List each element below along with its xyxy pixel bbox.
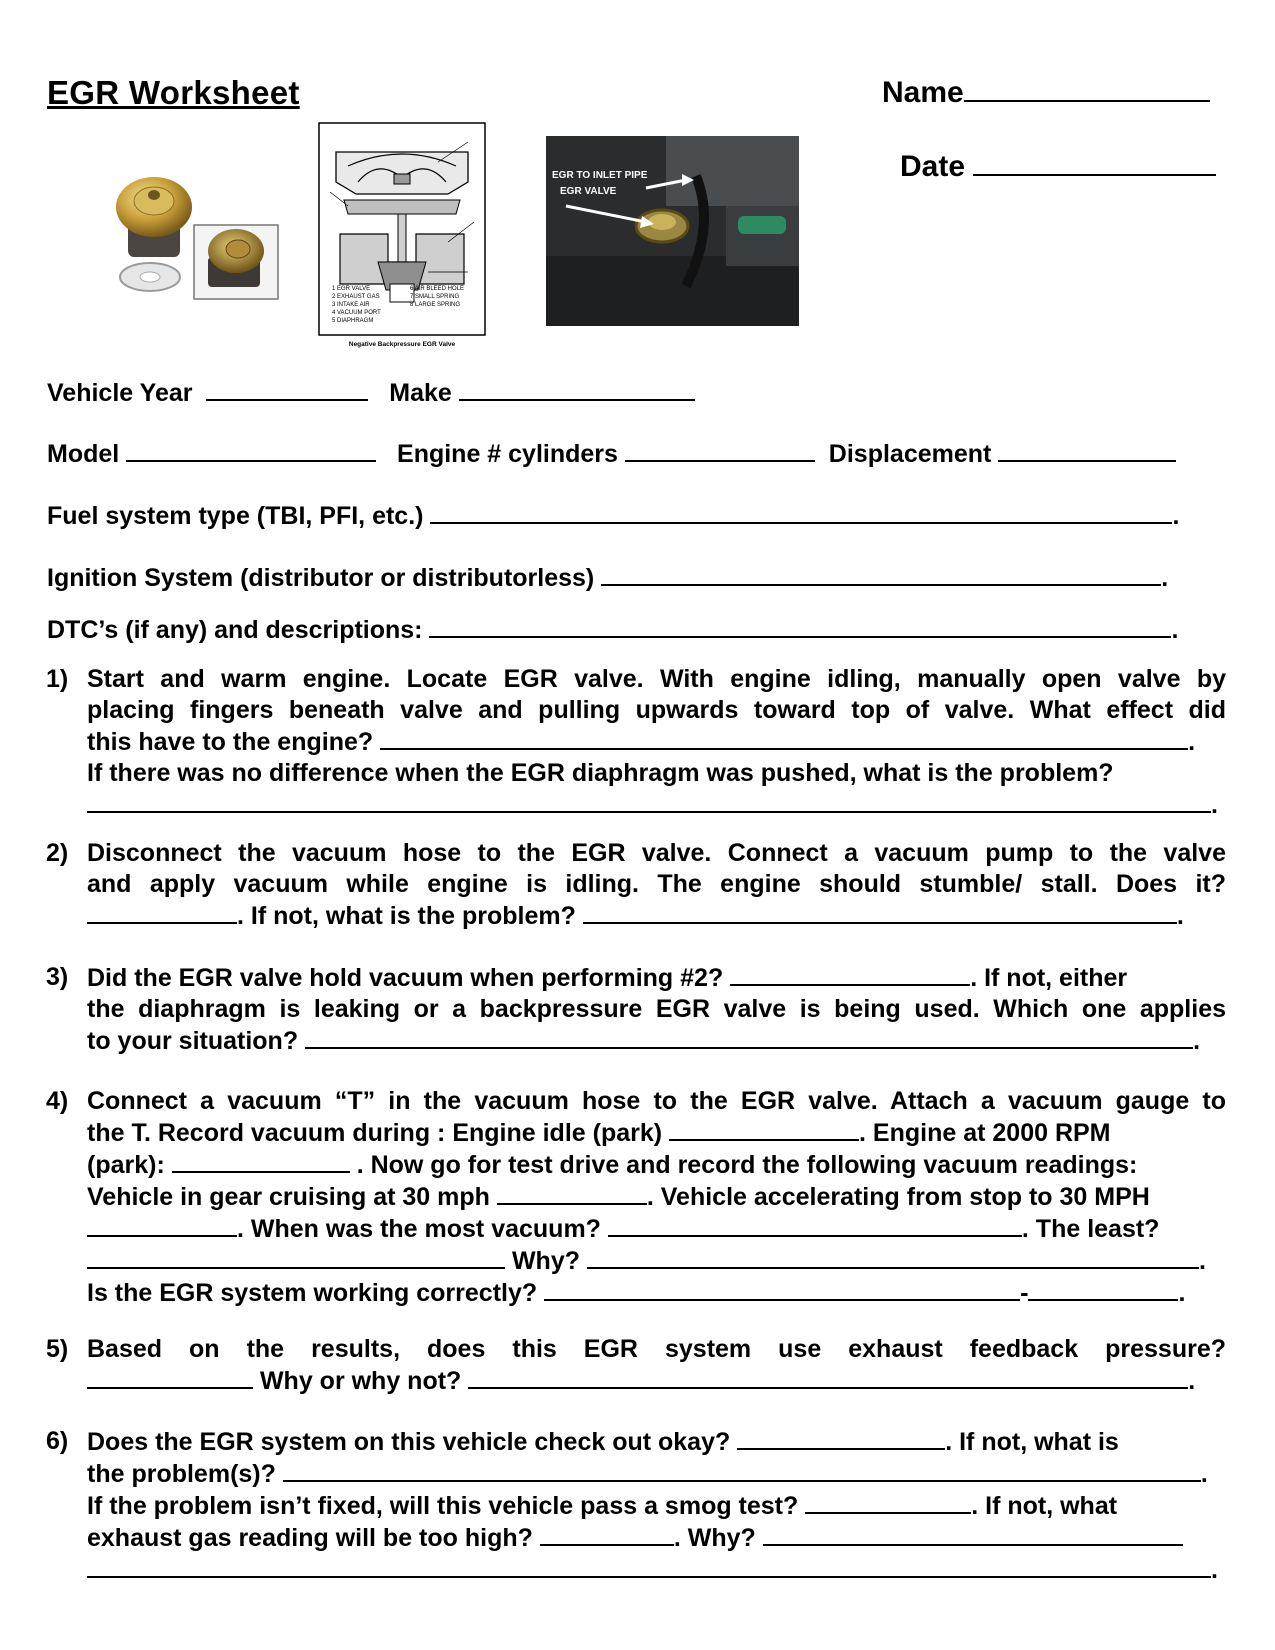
period: . — [1193, 1027, 1201, 1055]
q6-okay-line[interactable] — [737, 1426, 945, 1450]
vehicle-year-row — [47, 377, 695, 408]
name-label: Name — [882, 76, 964, 109]
q2-line: Disconnect the vacuum hose to the EGR valve. Connect a vacuum pump to the valve — [87, 839, 1226, 867]
period: . — [1198, 1247, 1206, 1275]
question-5-text — [87, 1334, 1226, 1365]
make-label: Make — [389, 379, 452, 407]
question-4 — [46, 1086, 1226, 1309]
q4-least-line[interactable] — [87, 1245, 505, 1269]
period: . — [1172, 502, 1180, 530]
q4-why-line[interactable] — [587, 1245, 1199, 1269]
legend-item: 1 EGR VALVE — [332, 286, 371, 292]
legend-item: 2 EXHAUST GAS — [332, 294, 380, 300]
date-label: Date — [900, 150, 966, 183]
period: . — [1188, 1367, 1196, 1395]
date-input-line[interactable] — [973, 152, 1216, 176]
q4-working-line-2[interactable] — [1028, 1277, 1178, 1301]
egr-valve-photo — [108, 165, 280, 305]
ignition-row — [47, 562, 1168, 593]
period: . — [1171, 616, 1179, 644]
q4-line: the T. Record vacuum during : Engine idle (park) — [87, 1119, 663, 1147]
q4-idle-line[interactable] — [669, 1117, 859, 1141]
q3-line: the diaphragm is leaking or a backpressure EGR valve is being used. Which one applies — [87, 995, 1226, 1023]
fuel-system-label: Fuel system type (TBI, PFI, etc.) — [47, 502, 424, 530]
q5-line: Why or why not? — [259, 1367, 462, 1395]
q1-line: this have to the engine? — [87, 728, 374, 756]
make-line[interactable] — [459, 377, 695, 401]
vehicle-year-line[interactable] — [206, 377, 368, 401]
question-1-text — [87, 664, 1226, 726]
q2-does-it-line[interactable] — [87, 900, 237, 924]
q1-line: Start and warm engine. Locate EGR valve. With engine idling, manually open valve by — [87, 665, 1226, 693]
question-3-text — [87, 994, 1226, 1025]
vehicle-year-label: Vehicle Year — [47, 379, 193, 407]
q2-problem-line[interactable] — [583, 900, 1177, 924]
q4-working-line-1[interactable] — [544, 1277, 1020, 1301]
ignition-label: Ignition System (distributor or distributorless) — [47, 564, 595, 592]
model-label: Model — [47, 440, 120, 468]
q4-line: . When was the most vacuum? — [237, 1215, 601, 1243]
engine-cyl-line[interactable] — [625, 438, 815, 462]
q6-problem-line[interactable] — [283, 1458, 1201, 1482]
q4-dash: - — [1020, 1279, 1029, 1307]
q6-smog-line[interactable] — [805, 1490, 971, 1514]
q4-line: . Vehicle accelerating from stop to 30 MPH — [646, 1183, 1150, 1211]
question-5 — [46, 1334, 1226, 1397]
period: . — [1188, 728, 1196, 756]
q1-line: If there was no difference when the EGR diaphragm was pushed, what is the problem? — [87, 759, 1114, 787]
name-input-line[interactable] — [964, 78, 1210, 102]
model-row — [47, 438, 1176, 469]
q2-line: . If not, what is the problem? — [237, 902, 576, 930]
q6-why-line-2[interactable] — [87, 1554, 1211, 1578]
engine-photo — [546, 136, 799, 326]
fuel-system-line[interactable] — [430, 500, 1172, 524]
q5-line: Based on the results, does this EGR system use exhaust feedback pressure? — [87, 1335, 1226, 1363]
q4-line: Is the EGR system working correctly? — [87, 1279, 538, 1307]
q6-line: Does the EGR system on this vehicle check out okay? — [87, 1428, 731, 1456]
engine-cyl-label: Engine # cylinders — [397, 440, 618, 468]
legend-item: 4 VACUUM PORT — [332, 310, 381, 316]
legend-item: 5 DIAPHRAGM — [332, 318, 374, 324]
question-6 — [46, 1426, 1226, 1586]
period: . — [1211, 1556, 1218, 1584]
period: . — [1161, 564, 1169, 592]
date-field — [900, 150, 1216, 184]
q4-accel-line[interactable] — [87, 1213, 237, 1237]
q6-line: the problem(s)? — [87, 1460, 276, 1488]
diagram-caption: Negative Backpressure EGR Valve — [348, 341, 456, 348]
dtc-label: DTC’s (if any) and descriptions: — [47, 616, 423, 644]
q6-line: . If not, what — [971, 1492, 1118, 1520]
model-line[interactable] — [126, 438, 376, 462]
question-number: 4) — [46, 1087, 69, 1115]
engine-label-inlet: EGR TO INLET PIPE — [552, 170, 648, 181]
q6-line: . If not, what is — [945, 1428, 1119, 1456]
q6-line: . Why? — [673, 1524, 756, 1552]
q4-cruise-line[interactable] — [497, 1181, 647, 1205]
q4-line: . Engine at 2000 RPM — [859, 1119, 1111, 1147]
name-field — [882, 76, 1210, 110]
page-title: EGR Worksheet — [47, 74, 300, 111]
legend-item: 6 AIR BLEED HOLE — [410, 286, 465, 292]
legend-item: 3 INTAKE AIR — [332, 302, 370, 308]
question-number: 5) — [46, 1335, 69, 1363]
engine-label-valve: EGR VALVE — [560, 186, 617, 197]
question-4-text — [87, 1086, 1226, 1117]
question-number: 3) — [46, 963, 69, 991]
question-2 — [46, 838, 1226, 932]
ignition-line[interactable] — [601, 562, 1161, 586]
q4-line: Connect a vacuum “T” in the vacuum hose to the EGR valve. Attach a vacuum gauge to — [87, 1087, 1226, 1115]
q1-answer-line-2[interactable] — [87, 789, 1211, 813]
q3-hold-vacuum-line[interactable] — [730, 962, 970, 986]
legend-item: 7 SMALL SPRING — [410, 294, 460, 300]
question-2-text — [87, 838, 1226, 900]
q6-line: If the problem isn’t fixed, will this vehicle pass a smog test? — [87, 1492, 799, 1520]
q4-line: (park): — [87, 1151, 165, 1179]
q6-why-line-1[interactable] — [763, 1522, 1183, 1546]
q6-gas-line[interactable] — [540, 1522, 674, 1546]
egr-valve-diagram — [318, 122, 486, 350]
q3-situation-line[interactable] — [305, 1025, 1193, 1049]
q4-line: . Now go for test drive and record the following vacuum readings: — [356, 1151, 1138, 1179]
question-3 — [46, 962, 1226, 1057]
q4-most-vacuum-line[interactable] — [608, 1213, 1022, 1237]
period: . — [1211, 791, 1218, 819]
q4-line: Vehicle in gear cruising at 30 mph — [87, 1183, 490, 1211]
q1-line: placing fingers beneath valve and pulling upwards toward top of valve. What effect did — [87, 696, 1226, 724]
q4-2000rpm-line[interactable] — [172, 1149, 350, 1173]
q5-why-line[interactable] — [468, 1365, 1188, 1389]
q5-answer-line[interactable] — [87, 1365, 253, 1389]
legend-item: 8 LARGE SPRING — [410, 302, 461, 308]
q1-answer-line-1[interactable] — [380, 726, 1188, 750]
period: . — [1200, 1460, 1208, 1488]
q3-line: to your situation? — [87, 1027, 299, 1055]
q4-line: . The least? — [1021, 1215, 1160, 1243]
dtc-line[interactable] — [429, 614, 1171, 638]
displacement-line[interactable] — [998, 438, 1176, 462]
q2-line: and apply vacuum while engine is idling. The engine should stumble/ stall. Does it? — [87, 870, 1226, 898]
q3-line: Did the EGR valve hold vacuum when performing #2? — [87, 964, 724, 992]
q3-line: . If not, either — [970, 964, 1128, 992]
question-number: 1) — [46, 665, 69, 693]
q6-line: exhaust gas reading will be too high? — [87, 1524, 533, 1552]
fuel-system-row — [47, 500, 1179, 531]
question-1 — [46, 664, 1226, 821]
displacement-label: Displacement — [828, 440, 992, 468]
period: . — [1178, 1279, 1186, 1307]
period: . — [1176, 902, 1184, 930]
q4-line: Why? — [511, 1247, 580, 1275]
dtc-row — [47, 614, 1178, 645]
question-number: 2) — [46, 839, 69, 867]
question-number: 6) — [46, 1427, 69, 1455]
